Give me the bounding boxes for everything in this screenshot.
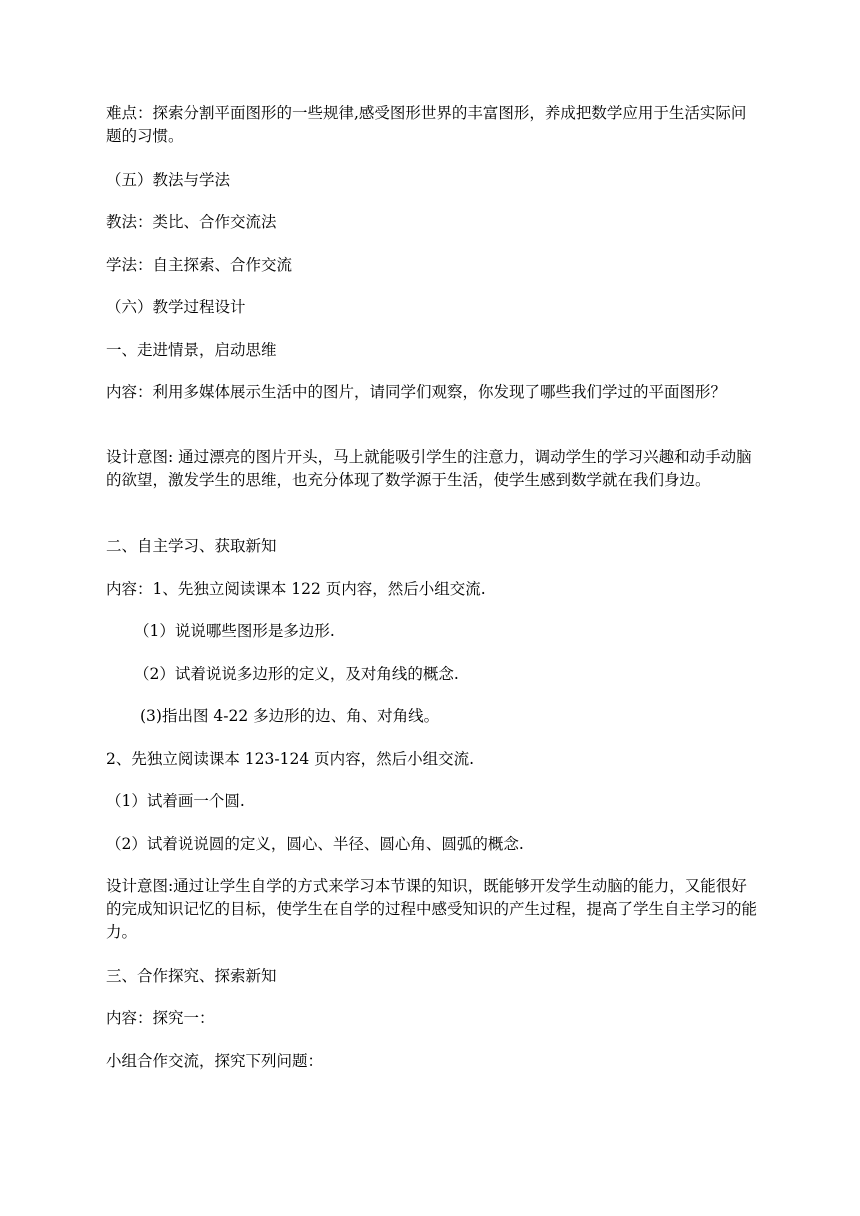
paragraph-content-2: 内容：1、先独立阅读课本 122 页内容，然后小组交流.	[106, 580, 486, 598]
section-heading-1: 一、走进情景，启动思维	[106, 341, 277, 359]
heading-process-design: （六）教学过程设计	[106, 298, 246, 316]
heading-methods: （五）教法与学法	[106, 171, 231, 189]
list-item-3: (3)指出图 4-22 多边形的边、角、对角线。	[140, 707, 440, 725]
list-item-4: （1）试着画一个圆.	[106, 792, 245, 810]
paragraph-learning-method: 学法：自主探索、合作交流	[106, 256, 293, 274]
section-heading-2: 二、自主学习、获取新知	[106, 537, 277, 555]
paragraph-content-3: 2、先独立阅读课本 123-124 页内容，然后小组交流.	[106, 750, 475, 768]
list-item-2: （2）试着说说多边形的定义，及对角线的概念.	[134, 665, 459, 683]
paragraph-content-4: 内容：探究一：	[106, 1009, 215, 1027]
paragraph-content-1: 内容：利用多媒体展示生活中的图片，请同学们观察，你发现了哪些我们学过的平面图形？	[106, 383, 727, 401]
section-heading-3: 三、合作探究、探索新知	[106, 967, 277, 985]
paragraph-difficulty: 难点：探索分割平面图形的一些规律,感受图形世界的丰富图形，养成把数学应用于生活实际问题的习惯。	[106, 104, 747, 145]
paragraph-group-task: 小组合作交流，探究下列问题：	[106, 1052, 324, 1070]
list-item-5: （2）试着说说圆的定义，圆心、半径、圆心角、圆弧的概念.	[106, 835, 524, 853]
paragraph-design-intent-2: 设计意图:通过让学生自学的方式来学习本节课的知识，既能够开发学生动脑的能力，又能很好的完成知识记忆的目标，使学生在自学的过程中感受知识的产生过程，提高了学生自主学习的能力。	[106, 877, 758, 941]
list-item-1: （1）说说哪些图形是多边形.	[134, 622, 335, 640]
paragraph-design-intent-1: 设计意图: 通过漂亮的图片开头，马上就能吸引学生的注意力，调动学生的学习兴趣和动手动脑的欲望，激发学生的思维，也充分体现了数学源于生活，使学生感到数学就在我们身边。	[106, 448, 752, 489]
paragraph-teaching-method: 教法：类比、合作交流法	[106, 213, 277, 231]
